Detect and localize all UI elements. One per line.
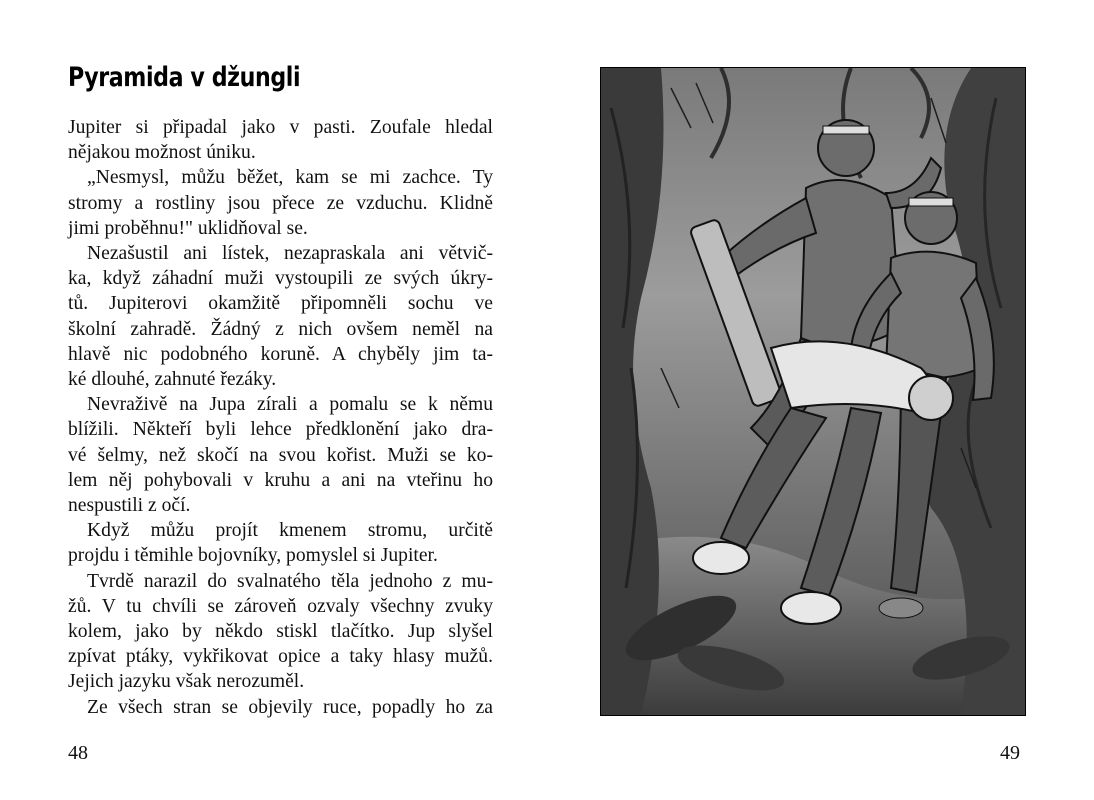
- text-line: Tvrdě narazil do svalnatého těla jednoho z mu-: [87, 570, 493, 592]
- text-line: „Nesmysl, můžu běžet, kam se mi zachce. Ty: [87, 167, 493, 189]
- text-line: lem něj pohybovali v kruhu a ani na vteřinu ho: [68, 469, 493, 491]
- text-line: stromy a rostliny jsou přece ze vzduchu. Klidně: [68, 192, 493, 214]
- body-text: [68, 115, 493, 720]
- page-number-left: 48: [68, 742, 88, 764]
- paragraph: [68, 241, 493, 392]
- text-line: Nevraživě na Jupa zírali a pomalu se k němu: [87, 394, 493, 416]
- paragraph: [68, 518, 493, 568]
- text-line: jimi proběhnu!" uklidňoval se.: [68, 217, 308, 239]
- jungle-warriors-illustration: [600, 67, 1026, 716]
- text-line: zpívat ptáky, vykřikovat opice a taky hlasy mužů.: [68, 646, 493, 668]
- text-line: Ze všech stran se objevily ruce, popadly ho za: [87, 696, 493, 718]
- text-line: Jupiter si připadal jako v pasti. Zoufale hledal: [68, 117, 493, 138]
- text-line: ka, když záhadní muži vystoupili ze svých úkry-: [68, 268, 493, 290]
- text-line: projdu i těmihle bojovníky, pomyslel si Jupiter.: [68, 545, 438, 567]
- text-line: ké dlouhé, zahnuté řezáky.: [68, 369, 277, 391]
- page-number-right: 49: [1000, 742, 1020, 764]
- text-line: blížili. Někteří byli lehce předklonění jako dra-: [68, 419, 493, 441]
- text-line: žů. V tu chvíli se zároveň ozvaly všechny zvuky: [68, 595, 493, 617]
- text-line: Když můžu projít kmenem stromu, určitě: [87, 520, 493, 542]
- illustration-artwork: [601, 68, 1025, 715]
- text-line: hlavě nic podobného koruně. A chyběly jim ta-: [68, 343, 493, 365]
- chapter-title: Pyramida v džungli: [68, 62, 301, 93]
- text-line: Nezašustil ani lístek, nezapraskala ani větvič-: [87, 243, 493, 265]
- text-line: školní zahradě. Žádný z nich ovšem neměl na: [68, 318, 493, 340]
- text-line: nespustili z očí.: [68, 495, 191, 517]
- paragraph: [68, 569, 493, 695]
- paragraph: [68, 695, 493, 720]
- paragraph: [68, 115, 493, 165]
- text-line: kolem, jako by někdo stiskl tlačítko. Jup slyšel: [68, 621, 493, 643]
- text-line: tů. Jupiterovi okamžitě připomněli sochu ve: [68, 293, 493, 315]
- text-line: Jejich jazyku však nerozuměl.: [68, 671, 305, 693]
- text-line: nějakou možnost úniku.: [68, 142, 256, 164]
- paragraph: [68, 165, 493, 241]
- text-line: vé šelmy, než skočí na svou kořist. Muži se ko-: [68, 444, 493, 466]
- paragraph: [68, 392, 493, 518]
